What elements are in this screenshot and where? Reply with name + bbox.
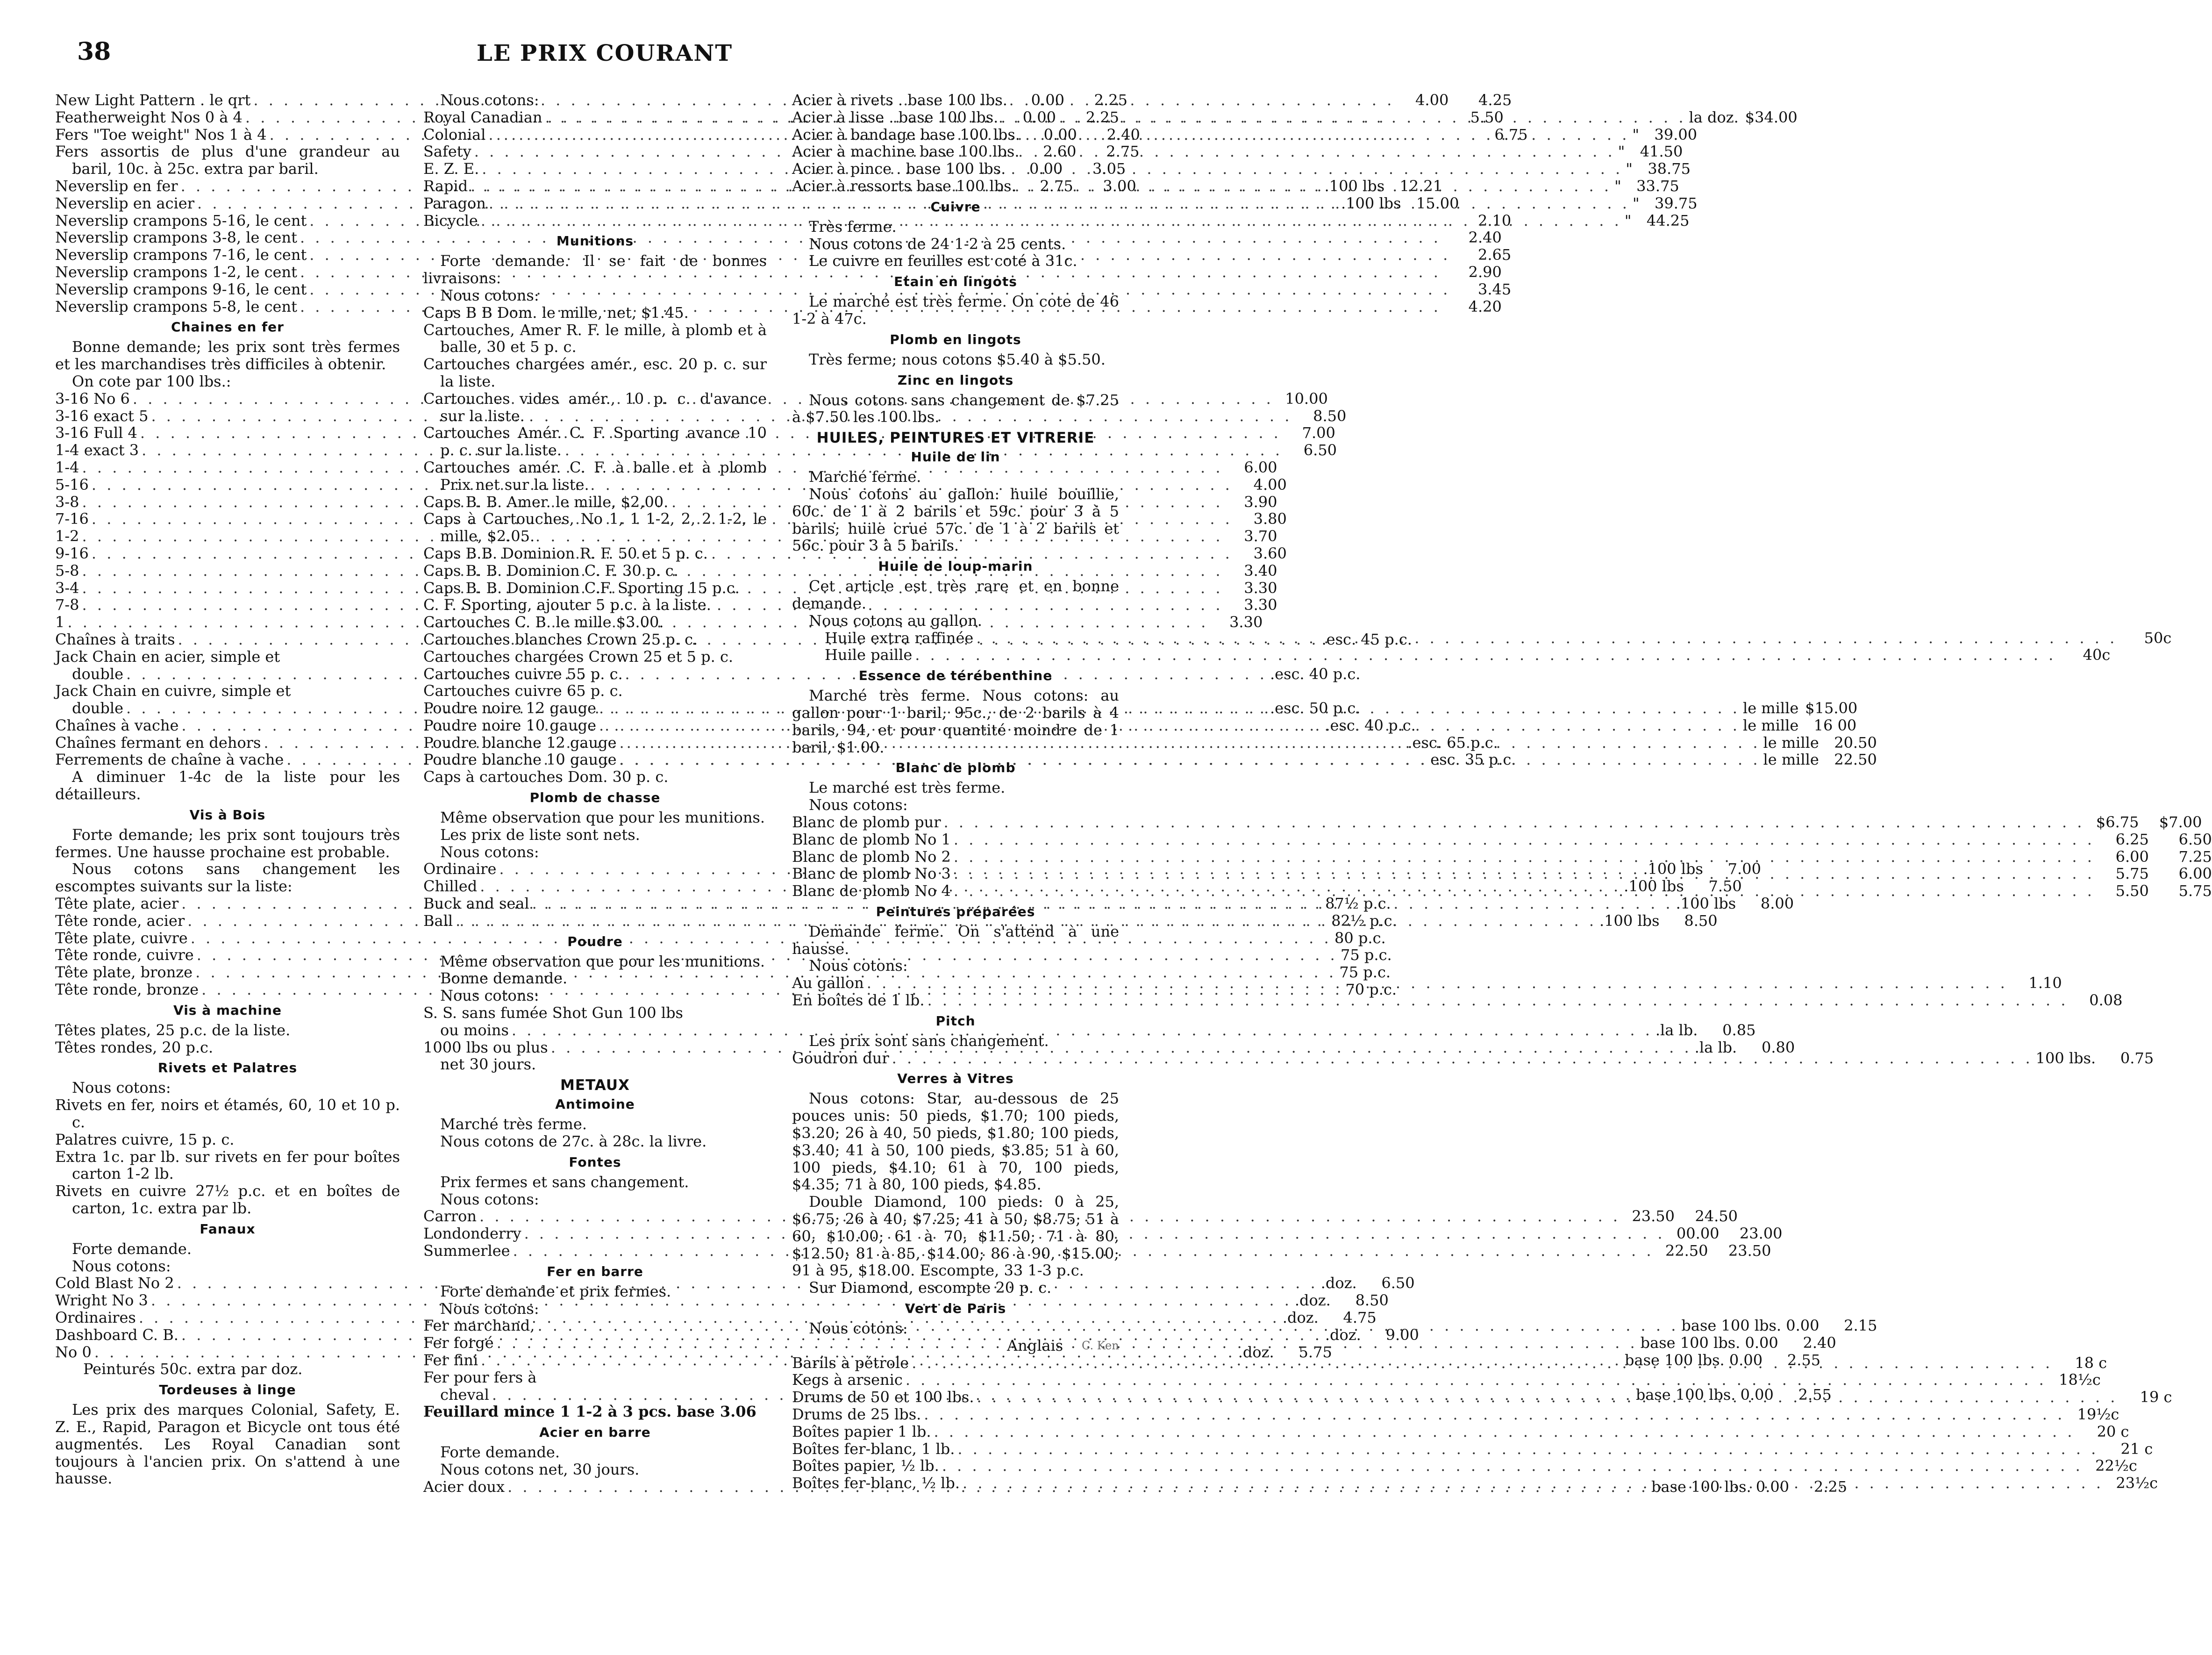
price-row: cheval . . . base 100 lbs. 0.00 2.55: [423, 1386, 767, 1404]
acier-list: [792, 91, 1140, 195]
price-row: Londonderry . . . 00.00 23.00: [423, 1225, 767, 1242]
price-row: Bicycle . . . " 44.25: [423, 212, 767, 229]
price-row: Neverslip crampons 9-16, le cent . . . 3.45: [55, 281, 400, 298]
rivets-line: Rivets en fer, noirs et étamés, 60, 10 et 10 p. c.: [55, 1096, 400, 1132]
munitions-line: Cartouches C. B. le mille $3.00.: [423, 613, 664, 631]
price-row: Colonial . . . " 39.00: [423, 126, 767, 143]
price-row: Barils à pétrole . . . 18 c: [792, 1354, 1119, 1372]
price-row: Neverslip crampons 7-16, le cent . . . 2.65: [55, 246, 400, 264]
section-heading-metaux: METAUX: [560, 1077, 630, 1094]
price-row: Au gallon . . . 1.10: [792, 974, 1119, 992]
section-heading-verres: Verres à Vitres: [897, 1071, 1014, 1087]
price-row: Boîtes fer-blanc, ½ lb. . . . 23½c: [792, 1475, 1119, 1492]
cuivre-text: Nous cotons de 24 1-2 à 25 cents.: [809, 235, 1066, 253]
price-row: Tête plate, cuivre . . . 80 p.c.: [55, 930, 400, 947]
price-row: Ferrements de chaîne à vache . . . esc. 35 p.c.: [55, 751, 400, 768]
munitions-line: Cartouches chargées amér., esc. 20 p. c. sur la liste.: [423, 355, 767, 390]
price-row: 5-16 . . . 4.00: [55, 476, 400, 494]
plomb-chasse-text: Même observation que pour les munitions.: [440, 809, 765, 827]
section-heading-blanc-plomb: Blanc de plomb: [895, 760, 1016, 776]
price-row: Ball . . . .100 lbs 8.50: [423, 912, 767, 930]
price-row: Buck and seal . . . .100 lbs 8.00: [423, 895, 767, 912]
plomb-lingots-text: Très ferme; nous cotons $5.40 à $5.50.: [809, 350, 1106, 368]
double-diamond-text: Double Diamond, 100 pieds: 0 à 25, $6.75; 26 à 40, $7.25; 41 à 50, $8.75; 51 à 60, $10.00; 61 à 70, $11.50; 71 à 80, $12.50; 81 à 85, $14.00; 86 à 90, $15.00; 91 à 95, $18.00. Escompte, 33 1-3 p.c.: [792, 1193, 1119, 1280]
sur-diamond-text: Sur Diamond, escompte 20 p. c.: [809, 1279, 1052, 1297]
price-row: double . . . .esc. 50 p.c.: [55, 700, 400, 717]
section-heading-chaines: Chaines en fer: [171, 319, 284, 335]
price-row: Blanc de plomb No 3 . . . 5.75 6.00: [792, 865, 1119, 882]
vis-machine-line: Têtes rondes, 20 p.c.: [55, 1038, 214, 1056]
munitions-line: Cartouches, Amer R. F. le mille, à plomb et à balle, 30 et 5 p. c.: [423, 321, 767, 356]
price-row: Blanc de plomb No 1 . . . 6.25 6.50: [792, 831, 1119, 848]
section-heading-tordeuses: Tordeuses à linge: [159, 1382, 296, 1398]
tordeuses-text: Les prix des marques Colonial, Safety, E. Z. E., Rapid, Paragon et Bicycle ont tous été augmentés. Les Royal Canadian sont toujours à l'ancien prix. On s'attend à une hausse.: [55, 1401, 400, 1488]
price-row: Neverslip crampons 3-8, le cent . . . 2.40: [55, 229, 400, 246]
feuillard-line: Feuillard mince 1 1-2 à 3 pcs. base 3.06: [423, 1403, 756, 1421]
section-heading-etain: Etain en lingots: [894, 274, 1017, 290]
price-row: Paragon . . . " 39.75: [423, 195, 767, 212]
acier-barre-text: Nous cotons net, 30 jours.: [440, 1460, 640, 1478]
section-heading-huile-lin: Huile de lin: [911, 449, 1000, 465]
price-row: 1-4 . . . 6.00: [55, 459, 400, 476]
section-heading-rivets: Rivets et Palatres: [157, 1060, 298, 1076]
jack-cuivre-label: Jack Chain en cuivre, simple et: [55, 682, 291, 700]
price-row: Blanc de plomb pur . . . $6.75 $7.00: [792, 814, 1119, 831]
price-row: Boîtes fer-blanc, 1 lb. . . . 21 c: [792, 1440, 1119, 1458]
section-heading-antimoine: Antimoine: [555, 1096, 635, 1112]
ss-line: S. S. sans fumée Shot Gun 100 lbs: [423, 1004, 683, 1022]
huile-lin-text: Nous cotons au gallon: huile bouillie, 60c. de 1 à 2 barils et 59c. pour 3 à 5 barils; huile crue 57c. de 1 à 2 barils et 56c. pour 3 à 5 barils.: [792, 485, 1119, 555]
price-row: 9-16 . . . 3.60: [55, 545, 400, 562]
price-row: Kegs à arsenic . . . 18½c: [792, 1371, 1119, 1389]
price-row: 3-4 . . . 3.30: [55, 580, 400, 597]
price-row: Featherweight Nos 0 à 4 . . . 5.50: [55, 109, 400, 126]
poudre-text: Bonne demande.: [440, 969, 568, 988]
price-row: Ordinaires . . . .doz. 4.75: [55, 1309, 400, 1326]
journal-title: LE PRIX COURANT: [477, 40, 733, 66]
munitions-line: Caps B. B. Dominion C.F. Sporting 15 p.c.: [423, 579, 740, 597]
section-heading-huiles: HUILES, PEINTURES ET VITRERIE: [816, 430, 1095, 447]
price-row: Neverslip crampons 1-2, le cent . . . 2.90: [55, 264, 400, 281]
section-heading-terebenthine: Essence de térébenthine: [858, 668, 1053, 684]
jack-acier-label: Jack Chain en acier, simple et: [55, 647, 280, 666]
price-row: Neverslip crampons 5-16, le cent . . . 2.10: [55, 212, 400, 229]
tordeuses-cotons: Nous cotons:: [440, 91, 539, 109]
section-heading-fanaux: Fanaux: [200, 1221, 256, 1237]
price-row: 1000 lbs ou plus . . . .la lb. 0.80: [423, 1039, 767, 1056]
section-heading-zinc: Zinc en lingots: [897, 372, 1014, 388]
plomb-chasse-cotons: Nous cotons:: [440, 843, 539, 861]
price-row: Blanc de plomb No 4 . . . 5.50 5.75: [792, 882, 1119, 900]
munitions-line: Cartouches chargées Crown 25 et 5 p. c.: [423, 647, 734, 666]
poudre-cotons: Nous cotons:: [440, 987, 539, 1005]
section-heading-acier-barre: Acier en barre: [539, 1425, 651, 1440]
fanaux-cotons: Nous cotons:: [72, 1257, 171, 1275]
price-row: Acier doux . . . base 100 lbs. 0.00 2.25: [423, 1478, 767, 1496]
price-row: Boîtes papier, ½ lb. . . . 22½c: [792, 1457, 1119, 1475]
rivets-line: Palatres cuivre, 15 p. c.: [55, 1130, 235, 1148]
peintures-text: Demande ferme. On s'attend à une hausse.: [792, 922, 1119, 958]
vis-bois-text: Nous cotons sans changement les escomptes suivants sur la liste:: [55, 860, 400, 896]
price-row: Rapid . . . " 33.75: [423, 178, 767, 195]
cuivre-text: Très ferme.: [809, 217, 897, 236]
price-row: En boîtes de 1 lb. . . . 0.08: [792, 992, 1119, 1009]
diminuer-note: A diminuer 1-4c de la liste pour les détailleurs.: [55, 768, 400, 803]
section-heading-plomb-chasse: Plomb de chasse: [529, 790, 661, 806]
loup-marin-text: Nous cotons au gallon.: [809, 611, 982, 630]
caps-cartouches-line: Caps à cartouches Dom. 30 p. c.: [423, 768, 669, 786]
section-heading-munitions: Munitions: [556, 233, 634, 249]
price-row: Blanc de plomb No 2 . . . 6.00 7.25: [792, 848, 1119, 866]
price-row: Huile extra raffinée . . . 50c: [792, 630, 1119, 647]
price-row: Fer fini . . . base 100 lbs. 0.00 2.55: [423, 1352, 767, 1369]
price-row: Poudre blanche 12 gauge . . . le mille 20.50: [423, 734, 767, 752]
price-row: Chaînes à vache . . . .esc. 40 p.c.: [55, 717, 400, 734]
price-row: Acier à pince . base 100 lbs. 0.00 3.05: [792, 160, 1126, 178]
price-row: New Light Pattern . le qrt . . . 4.00 4.25: [55, 92, 400, 109]
munitions-line: Cartouches cuivre 65 p. c.: [423, 682, 623, 700]
blanc-plomb-text: Le marché est très ferme.: [809, 779, 1006, 797]
munitions-line: Cartouches amér. C. F. à balle et à plomb Prix net sur la liste.: [423, 458, 767, 494]
price-row: Poudre blanche 10 gauge . . . le mille 22.50: [423, 751, 767, 768]
price-row: Summerlee . . . 22.50 23.50: [423, 1242, 767, 1260]
plomb-chasse-text: Les prix de liste sont nets.: [440, 825, 640, 844]
price-row: Tête plate, bronze . . . 75 p.c.: [55, 964, 400, 981]
vert-header-row: Anglais C. Ken: [1007, 1336, 1119, 1354]
munitions-line: Cartouches blanches Crown 25 p. c.: [423, 630, 698, 648]
price-row: Carron . . . 23.50 24.50: [423, 1208, 767, 1225]
section-heading-fontes: Fontes: [569, 1154, 621, 1170]
fanaux-demande: Forte demande.: [72, 1239, 192, 1258]
zinc-text: Nous cotons sans changement de $7.25 à $7.50 les 100 lbs.: [792, 391, 1119, 426]
munitions-line: Caps B.B. Dominion R. F. 50 et 5 p. c.: [423, 544, 708, 562]
munitions-cotons: Nous cotons:: [440, 286, 539, 304]
price-row: Safety . . . " 41.50: [423, 143, 767, 160]
price-row: 5-8 . . . 3.40: [55, 562, 400, 580]
rivets-cotons: Nous cotons:: [72, 1079, 171, 1097]
fer-pour-fers: Fer pour fers à: [423, 1368, 537, 1386]
blanc-plomb-cotons: Nous cotons:: [809, 796, 908, 814]
price-row: Acier à rivets . base 100 lbs. 0.00 2.25: [792, 91, 1127, 109]
price-row: Acier à machine base 100 lbs. 2.60 2.75: [792, 143, 1140, 161]
price-row: Chaînes à traits . . . .esc. 45 p.c.: [55, 631, 400, 648]
munitions-line: Cartouches Amér. C. F. Sporting avance 10 p. c. sur la liste.: [423, 424, 767, 459]
price-row: double . . . .esc. 40 p.c.: [55, 666, 400, 683]
antimoine-text: Nous cotons de 27c. à 28c. la livre.: [440, 1132, 707, 1151]
antimoine-text: Marché très ferme.: [440, 1115, 587, 1133]
cuivre-text: Le cuivre en feuilles est coté à 31c.: [809, 252, 1077, 270]
terebenthine-text: Marché très ferme. Nous cotons: au gallon pour 1 baril, 95c., de 2 barils à 4 barils, 94, et pour quantité moindre de 1 baril, $1.00.: [792, 687, 1119, 756]
pitch-text: Les prix sont sans changement.: [809, 1032, 1049, 1050]
price-row: 7-8 . . . 3.30: [55, 596, 400, 614]
price-row: Acier à lisse . base 100 lbs. . . . 0.00 2.25: [792, 109, 1119, 126]
price-row: Drums de 25 lbs. . . . 19½c: [792, 1406, 1119, 1423]
munitions-line: Caps à Cartouches, No 1, 1 1-2, 2, 2 1-2, le mille, $2.05.: [423, 510, 767, 545]
section-heading-vis-machine: Vis à machine: [173, 1002, 282, 1018]
ss-line: net 30 jours.: [440, 1055, 536, 1074]
price-row: Tête ronde, cuivre . . . 75 p.c.: [55, 946, 400, 964]
price-row: 3-16 No 6 . . . 10.00: [55, 390, 400, 408]
price-row: Ordinaire . . . .100 lbs 7.00: [423, 860, 767, 878]
price-row: Dashboard C. B. . . . .doz. 9.00: [55, 1326, 400, 1344]
price-row: Poudre noire 12 gauge . . . le mille $15.00: [423, 700, 767, 717]
price-row: 3-16 exact 5 . . . 8.50: [55, 408, 400, 425]
price-row: Poudre noire 10 gauge . . . le mille 16 00: [423, 717, 767, 734]
huile-lin-text: Marché ferme.: [809, 468, 921, 486]
price-row: 3-16 Full 4 . . . 7.00: [55, 424, 400, 442]
chaines-text: Bonne demande; les prix sont très fermes et les marchandises très difficiles à obtenir.: [55, 338, 400, 373]
price-row: Tête ronde, acier . . . 82½ p.c.: [55, 912, 400, 930]
vis-machine-line: Têtes plates, 25 p.c. de la liste.: [55, 1021, 291, 1039]
munitions-line: Cartouches vides amér., 10 p. c. d'avance sur la liste.: [423, 389, 767, 425]
price-row: Chaînes fermant en dehors . . . .esc. 65 p.c.: [55, 734, 400, 752]
price-row: Wright No 3 . . . .doz. 8.50: [55, 1292, 400, 1309]
price-row: Drums de 50 et 100 lbs. . . . 19 c: [792, 1389, 1119, 1406]
munitions-line: Caps B. B. Dominion C. F. 30 p. c.: [423, 561, 678, 580]
peintures-cotons: Nous cotons:: [809, 957, 908, 975]
munitions-line: Cartouches cuivre 55 p. c.: [423, 665, 623, 683]
page-header: [0, 37, 1168, 79]
price-row: Cold Blast No 2 . . . .doz. 6.50: [55, 1275, 400, 1292]
price-row: Fer marchand, . . . base 100 lbs. 0.00 2.15: [423, 1317, 767, 1334]
price-row: Acier à ressorts base 100 lbs. 2.75 3.00: [792, 177, 1136, 195]
page-number: 38: [77, 37, 111, 66]
fontes-cotons: Nous cotons:: [440, 1190, 539, 1208]
price-row: Goudron dur . . . 100 lbs. 0.75: [792, 1050, 1119, 1067]
fer-barre-cotons: Nous cotons:: [440, 1299, 539, 1318]
section-heading-loup-marin: Huile de loup-marin: [878, 559, 1033, 574]
munitions-line: C. F. Sporting, ajouter 5 p.c. à la liste.: [423, 596, 711, 614]
price-row: No 0 . . . .doz. 5.75: [55, 1344, 400, 1361]
fer-barre-text: Forte demande et prix fermes.: [440, 1282, 671, 1300]
section-heading-peintures: Peintures préparées: [876, 903, 1035, 919]
price-row: ou moins . . . .la lb. 0.85: [423, 1022, 767, 1039]
peintures-list: [792, 974, 2123, 1010]
munitions-line: Caps B B Dom. le mille, net, $1.45.: [423, 303, 689, 322]
munitions-line: Caps B. B. Amer. le mille, $2,00.: [423, 493, 669, 511]
price-row: Royal Canadian . . . la doz. $34.00: [423, 109, 767, 126]
section-heading-poudre: Poudre: [567, 933, 623, 949]
price-row: Boîtes papier 1 lb. . . . 20 c: [792, 1423, 1119, 1440]
acier-barre-text: Forte demande.: [440, 1443, 560, 1462]
section-heading-pitch: Pitch: [935, 1013, 976, 1029]
price-row: Neverslip en fer . . . .100 lbs 12.21: [55, 178, 400, 195]
fanaux-peintures: Peinturés 50c. extra par doz.: [83, 1360, 303, 1378]
price-row: Neverslip crampons 5-8, le cent . . . 4.20: [55, 298, 400, 315]
price-row: Tête plate, acier . . . 87½ p.c.: [55, 895, 400, 912]
fontes-text: Prix fermes et sans changement.: [440, 1173, 689, 1191]
price-row: Tête ronde, bronze . . . 70 p.c.: [55, 981, 400, 998]
price-row: 1-2 . . . 3.70: [55, 528, 400, 545]
vis-bois-text: Forte demande; les prix sont toujours très fermes. Une hausse prochaine est probable.: [55, 825, 400, 861]
price-row: 1 . . . 3.30: [55, 614, 400, 631]
section-heading-cuivre: Cuivre: [930, 199, 981, 215]
price-row: Acier à bandage base 100 lbs. 0.00 2.40: [792, 125, 1140, 143]
price-row: Chilled . . . .100 lbs 7.50: [423, 878, 767, 895]
vert-cotons: Nous cotons:: [809, 1319, 908, 1338]
price-row: Fer forgé . . . base 100 lbs. 0.00 2.40: [423, 1334, 767, 1352]
price-row: 1-4 exact 3 . . . 6.50: [55, 442, 400, 459]
price-row: Neverslip en acier . . . .100 lbs 15.00: [55, 195, 400, 212]
section-heading-vis-bois: Vis à Bois: [189, 807, 266, 823]
price-row: Huile paille . . . 40c: [792, 646, 1119, 664]
munitions-demande: Forte demande. Il se fait de bonnes livraisons.: [423, 252, 767, 287]
poudre-text: Même observation que pour les munitions.: [440, 952, 765, 970]
section-heading-vert-paris: Vert de Paris: [905, 1301, 1006, 1317]
section-heading-plomb-lingots: Plomb en lingots: [890, 331, 1021, 347]
fers-assortis-note: Fers assortis de plus d'une grandeur au baril, 10c. à 25c. extra par baril.: [55, 143, 400, 178]
rivets-line: Extra 1c. par lb. sur rivets en fer pour boîtes carton 1-2 lb.: [55, 1147, 400, 1183]
loup-marin-text: Cet article est très rare et en bonne demande.: [792, 577, 1119, 612]
price-row: 7-16 . . . 3.80: [55, 510, 400, 528]
etain-text: Le marché est très ferme. On cote de 46 1-2 à 47c.: [792, 293, 1119, 328]
section-heading-fer-barre: Fer en barre: [547, 1263, 643, 1279]
verres-text: Nous cotons: Star, au-dessous de 25 pouces unis: 50 pieds, $1.70; 100 pieds, $3.20; 26 à 40, 50 pieds, $1.80; 100 pieds, $3.40; 41 à 50, 100 pieds, $3.85; 51 à 60, 100 pieds, $4.10; 61 à 70, 100 pieds, $4.35; 71 à 80, 100 pieds, $4.85.: [792, 1089, 1119, 1194]
munitions-list: [423, 304, 767, 700]
rivets-line: Rivets en cuivre 27½ p.c. et en boîtes de carton, 1c. extra par lb.: [55, 1182, 400, 1218]
chaines-cote: On cote par 100 lbs.:: [72, 372, 231, 390]
price-row: 3-8 . . . 3.90: [55, 494, 400, 511]
price-row: E. Z. E. . . . " 38.75: [423, 160, 767, 178]
price-row: Fers "Toe weight" Nos 1 à 4 . . . 6.75: [55, 126, 400, 143]
